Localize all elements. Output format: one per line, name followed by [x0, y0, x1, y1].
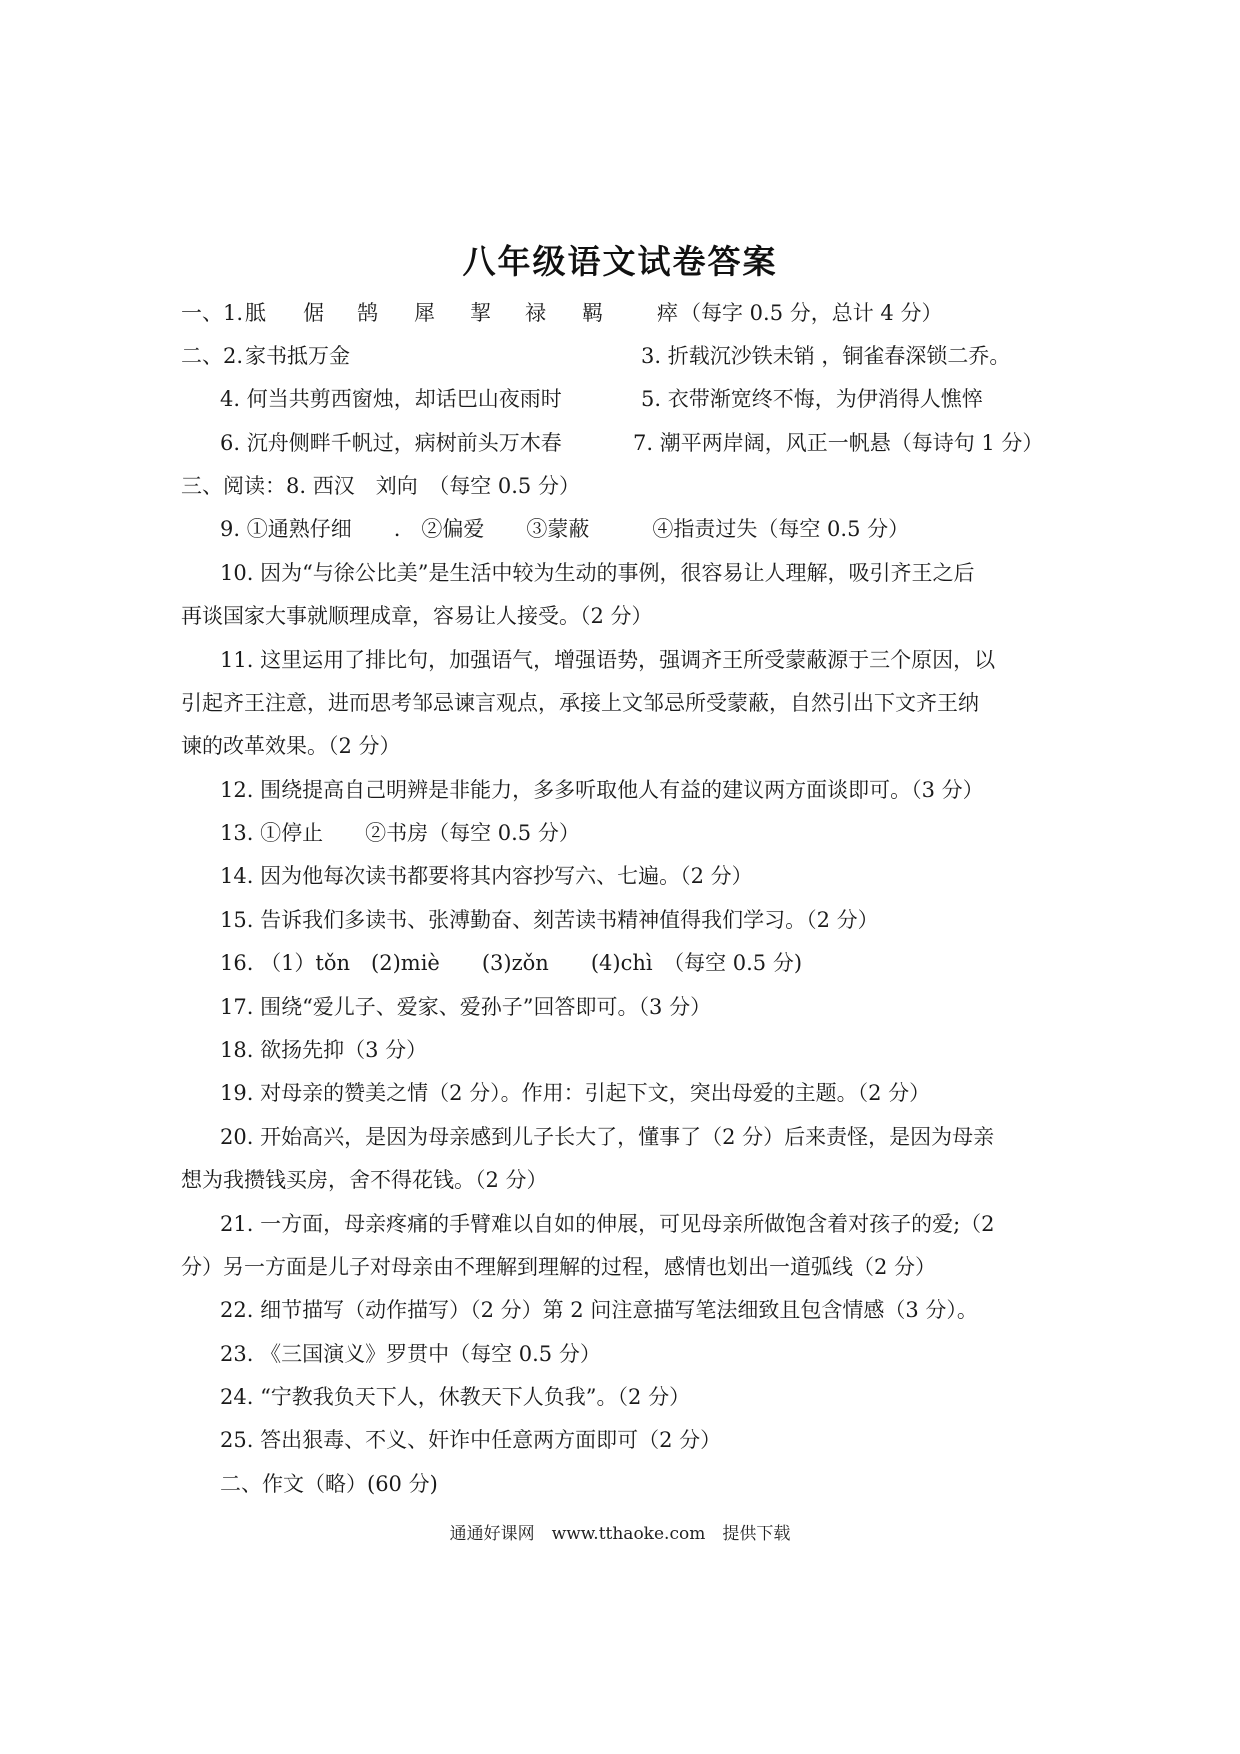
- answer-q20-line1: 20. 开始高兴，是因为母亲感到儿子长大了，懂事了（2 分）后来责怪，是因为母亲: [220, 1125, 995, 1149]
- answer-q18: 18. 欲扬先抑（3 分）: [220, 1038, 428, 1062]
- char-4: 犀: [414, 301, 435, 325]
- section-1-prefix: 一、1.: [181, 301, 244, 325]
- answer-q8: 三、阅读：8. 西汉 刘向 （每空 0.5 分）: [181, 474, 580, 498]
- answer-q22: 22. 细节描写（动作描写）（2 分）第 2 问注意描写笔法细致且包含情感（3 分）。: [220, 1298, 978, 1322]
- answer-q11-line1: 11. 这里运用了排比句，加强语气，增强语势，强调齐王所受蒙蔽源于三个原因，以: [220, 648, 996, 672]
- char-2: 倨: [303, 301, 324, 325]
- answer-q2: 家书抵万金: [245, 344, 350, 368]
- char-1: 胝: [245, 301, 266, 325]
- answer-q11-line2: 引起齐王注意，进而思考邹忌谏言观点，承接上文邹忌所受蒙蔽，自然引出下文齐王纳: [181, 691, 979, 715]
- answer-q5: 5. 衣带渐宽终不悔，为伊消得人憔悴: [641, 387, 983, 411]
- answer-q10-line1: 10. 因为“与徐公比美”是生活中较为生动的事例，很容易让人理解，吸引齐王之后: [220, 561, 975, 585]
- answer-q13: 13. ①停止 ②书房（每空 0.5 分）: [220, 821, 580, 845]
- answer-q25: 25. 答出狠毒、不义、奸诈中任意两方面即可（2 分）: [220, 1428, 722, 1452]
- char-5: 挈: [470, 301, 491, 325]
- char-8: 瘁: [657, 301, 678, 325]
- section-2-prefix: 二、2.: [181, 344, 244, 368]
- answer-q23: 23. 《三国演义》罗贯中（每空 0.5 分）: [220, 1342, 601, 1366]
- page-title: 八年级语文试卷答案: [462, 242, 778, 281]
- answer-q19: 19. 对母亲的赞美之情（2 分）。作用：引起下文，突出母爱的主题。（2 分）: [220, 1081, 931, 1105]
- char-6: 禄: [525, 301, 546, 325]
- answer-essay: 二、作文（略）(60 分): [220, 1472, 438, 1496]
- char-7: 羁: [582, 301, 603, 325]
- answer-q17: 17. 围绕“爱儿子、爱家、爱孙子”回答即可。（3 分）: [220, 995, 712, 1019]
- answer-q15: 15. 告诉我们多读书、张溥勤奋、刻苦读书精神值得我们学习。（2 分）: [220, 908, 879, 932]
- answer-q14: 14. 因为他每次读书都要将其内容抄写六、七遍。（2 分）: [220, 864, 753, 888]
- answer-q4: 4. 何当共剪西窗烛，却话巴山夜雨时: [220, 387, 562, 411]
- answer-q12: 12. 围绕提高自己明辨是非能力，多多听取他人有益的建议两方面谈即可。（3 分）: [220, 778, 984, 802]
- answer-q21-line2: 分）另一方面是儿子对母亲由不理解到理解的过程，感情也划出一道弧线（2 分）: [181, 1255, 937, 1279]
- answer-q3: 3. 折载沉沙铁未销 ，铜雀春深锁二乔。: [641, 344, 1011, 368]
- answer-q20-line2: 想为我攒钱买房，舍不得花钱。（2 分）: [181, 1168, 548, 1192]
- answer-q10-line2: 再谈国家大事就顺理成章，容易让人接受。（2 分）: [181, 604, 653, 628]
- answer-q6: 6. 沉舟侧畔千帆过，病树前头万木春: [220, 431, 562, 455]
- answer-q24: 24. “宁教我负天下人，休教天下人负我”。（2 分）: [220, 1385, 691, 1409]
- section-1-note: （每字 0.5 分，总计 4 分）: [680, 301, 943, 325]
- char-3: 鹄: [357, 301, 378, 325]
- section-1-line: [181, 298, 243, 328]
- answer-q16: 16. （1）tǒn (2)miè (3)zǒn (4)chì （每空 0.5 分): [220, 951, 803, 975]
- answer-q7: 7. 潮平两岸阔，风正一帆悬（每诗句 1 分）: [633, 431, 1044, 455]
- page-footer: 通通好课网 www.tthaoke.com 提供下载: [449, 1524, 791, 1544]
- answer-q11-line3: 谏的改革效果。（2 分）: [181, 734, 401, 758]
- answer-q21-line1: 21. 一方面，母亲疼痛的手臂难以自如的伸展，可见母亲所做饱含着对孩子的爱;（2: [220, 1212, 995, 1236]
- answer-q9: 9. ①通熟仔细 . ②偏爱 ③蒙蔽 ④指责过失（每空 0.5 分）: [220, 517, 910, 541]
